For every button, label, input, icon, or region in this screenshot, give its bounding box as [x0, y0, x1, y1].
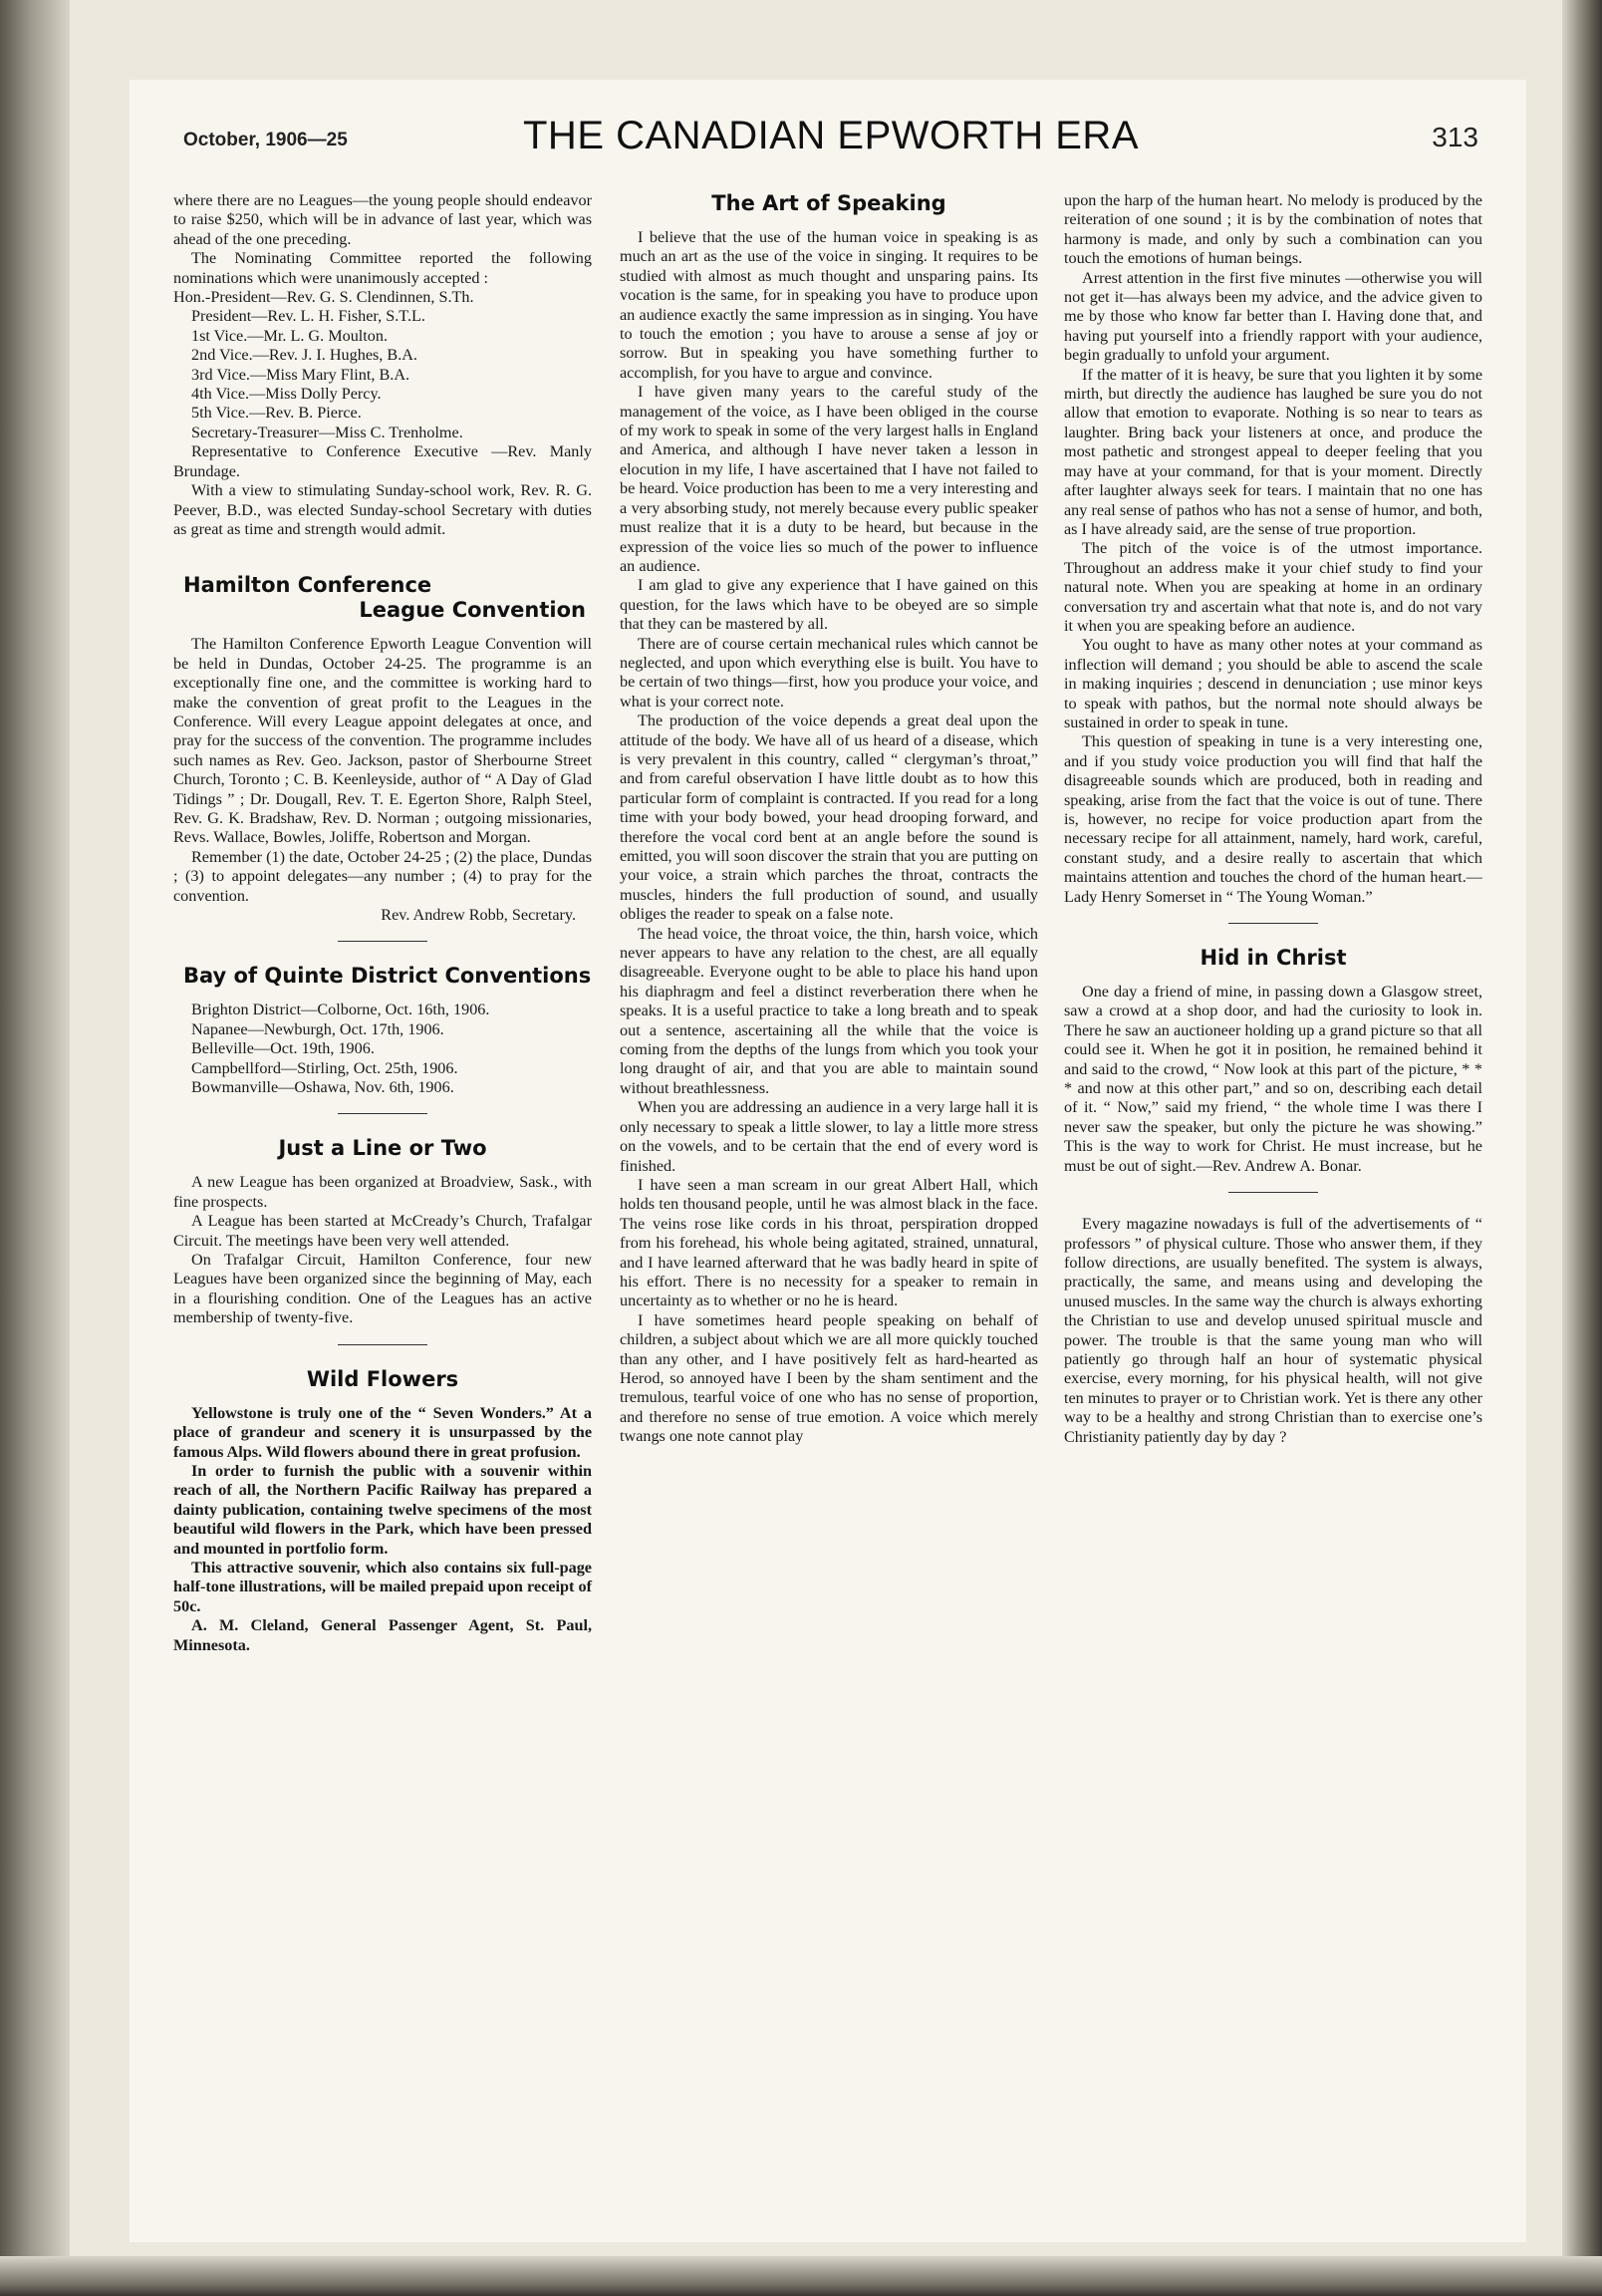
- section-heading: The Art of Speaking: [711, 191, 946, 215]
- spacer: [1064, 1193, 1482, 1215]
- publication-title: THE CANADIAN EPWORTH ERA: [523, 114, 1139, 157]
- divider: [1228, 923, 1318, 924]
- section-heading: Wild Flowers: [306, 1366, 459, 1391]
- officer-item: 1st Vice.—Mr. L. G. Moulton.: [191, 326, 389, 345]
- officer-item: 3rd Vice.—Miss Mary Flint, B.A.: [191, 365, 410, 384]
- paragraph: A. M. Cleland, General Passenger Agent, St. Paul, Minnesota.: [173, 1616, 592, 1654]
- paragraph: Yellowstone is truly one of the “ Seven Wonders.” At a place of grandeur and scenery it is unsurpassed by the famous Alps. Wild flowers abound there in great profusion.: [173, 1403, 592, 1461]
- paragraph: With a view to stimulating Sunday-school work, Rev. R. G. Peever, B.D., was elected Sunday-school Secretary with duties as great as time and strength would admit.: [173, 481, 592, 538]
- officer-item: 5th Vice.—Rev. B. Pierce.: [191, 404, 362, 423]
- paragraph: The head voice, the throat voice, the thin, harsh voice, which never appears to have any relation to the chest, are all equally disagreeable. Everyone ought to be able to place his hand upon his diaphragm and feel a distinct reverberation there when he speaks. It is a useful practice to take a long breath and to speak out a sentence, ascertaining all the while that the voice is coming from the depths of the lungs from which you took your long draught of air, and that you are able to maintain sound without breathlessness.: [620, 924, 1038, 1097]
- paragraph: Arrest attention in the first five minutes —otherwise you will not get it—has always been my advice, and the advice given to me by those who know far better than I. Having done that, and having put yourself into a friendly rapport with your audience, begin gradually to unfold your argument.: [1064, 268, 1482, 365]
- binding-shadow-right: [1562, 0, 1602, 2296]
- section-heading: [173, 573, 592, 623]
- issue-date: October, 1906—25: [183, 130, 348, 150]
- paragraph: A League has been started at McCready’s Church, Trafalgar Circuit. The meetings have been very well attended.: [173, 1212, 592, 1250]
- divider: [338, 1113, 427, 1114]
- paragraph: This question of speaking in tune is a very interesting one, and if you study voice production you will find that half the disagreeable sounds which are produced, both in reading and speaking, arise from the fact that the voice is out of tune. There is, however, no recipe for voice production apart from the necessary recipe for all attainment, namely, hard work, careful, constant study, and a desire really to ascertain that which maintains attention and touches the chord of the human heart.—Lady Henry Somerset in “ The Young Woman.”: [1064, 732, 1482, 906]
- list-item: Bowmanville—Oshawa, Nov. 6th, 1906.: [191, 1078, 454, 1097]
- section-heading: Just a Line or Two: [278, 1136, 487, 1161]
- paragraph: I am glad to give any experience that I have gained on this question, for the laws which have to be obeyed are so simple that they can be mastered by all.: [620, 576, 1038, 634]
- paragraph: The Nominating Committee reported the following nominations which were unanimously accepted :: [173, 249, 592, 287]
- paragraph: I have sometimes heard people speaking on behalf of children, a subject about which we are all more quickly touched than any other, and I have positively felt as hard-hearted as Herod, so annoyed have I been by the sham sentiment and the tremulous, tearful voice of one who has no sense of proportion, and therefore no sense of true emotion. A voice which merely twangs one note cannot play: [620, 1310, 1038, 1446]
- page-number: 313: [1432, 122, 1478, 152]
- page-bottom-edge: [0, 2256, 1602, 2296]
- paragraph: The production of the voice depends a great deal upon the attitude of the body. We have all of us heard of a disease, which is very prevalent in this country, called “ clergyman’s throat,” and from careful observation I have little doubt as to how this particular form of complaint is contracted. If you read for a long time with your body bowed, your head drooping forward, and therefore the vocal cord bent at an angle before the sound is emitted, you will soon discover the strain that you are putting on your voice, a strain which parches the throat, contracts the muscles, hinders the full production of sound, and usually obliges the reader to speak on a false note.: [620, 712, 1038, 924]
- signature: Rev. Andrew Robb, Secretary.: [381, 906, 576, 924]
- paragraph: I have given many years to the careful study of the management of the voice, as I have been obliged in the course of my work to speak in some of the very largest halls in England and America, and although I have never taken a lesson in elocution in my life, I have ascertained that I have not failed to be heard. Voice production has been to me a very interesting and a very absorbing study, not merely because every public speaker must realize that it is a duty to be heard, but because in the expression of the voice lies so much of the power to influence an audience.: [620, 383, 1038, 575]
- paragraph: One day a friend of mine, in passing down a Glasgow street, saw a crowd at a shop door, and had the curiosity to look in. There he saw an auctioneer holding up a grand picture so that all could see it. When he got it in position, he remained behind it and said to the crowd, “ Now look at this part of the picture, * * * and now at this other part,” and so on, describing each detail of it. “ Now,” said my friend, “ the whole time I was there I never saw the speaker, but only the picture he was showing.” This is the way to work for Christ. He must increase, but he must be out of sight.—Rev. Andrew A. Bonar.: [1064, 983, 1482, 1175]
- column-left: [173, 191, 592, 1655]
- officer-item: Secretary-Treasurer—Miss C. Trenholme.: [191, 423, 463, 441]
- paragraph: Every magazine nowadays is full of the advertisements of “ professors ” of physical culture. Those who answer them, if they follow directions, are usually benefited. The system is always, practically, the same, and means using and developing the unused muscles. In the same way the church is always exhorting the Christian to use and develop unused spiritual muscle and power. The trouble is that the same young man who will patiently go through half an hour of systematic physical exercise, every morning, for his physical health, will not give ten minutes to prayer or to Christian work. Yet is there any other way to be a healthy and strong Christian than to exercise one’s Christianity patiently day by day ?: [1064, 1215, 1482, 1446]
- section-heading: Bay of Quinte District Conventions: [183, 964, 592, 989]
- paragraph: The pitch of the voice is of the utmost importance. Throughout an address make it your chief study to find your natural note. When you are speaking at home in an ordinary conversation try and ascertain what that note is, and do not vary it when you are speaking before an audience.: [1064, 539, 1482, 635]
- paragraph: Remember (1) the date, October 24-25 ; (2) the place, Dundas ; (3) to appoint delegates—any number ; (4) to pray for the convention.: [173, 847, 592, 905]
- officer-item: 2nd Vice.—Rev. J. I. Hughes, B.A.: [191, 346, 417, 365]
- paragraph: The Hamilton Conference Epworth League Convention will be held in Dundas, October 24-25. The programme is an exceptionally fine one, and the committee is working hard to make the convention of great profit to the Leagues in the Conference. Will every League appoint delegates at once, and pray for the success of the convention. The programme includes such names as Rev. Geo. Jackson, pastor of Sherbourne Street Church, Toronto ; C. B. Keenleyside, author of “ A Day of Glad Tidings ” ; Dr. Dougall, Rev. T. E. Egerton Shore, Ralph Steel, Rev. G. K. Bradshaw, Rev. D. Norman ; outgoing missionaries, Revs. Wallace, Bowles, Joliffe, Robertson and Morgan.: [173, 635, 592, 847]
- officer-item: Representative to Conference Executive —Rev. Manly Brundage.: [173, 442, 592, 480]
- heading-line: Hamilton Conference: [183, 573, 432, 598]
- column-middle: [620, 191, 1038, 1447]
- officer-item: President—Rev. L. H. Fisher, S.T.L.: [191, 307, 425, 326]
- paragraph: This attractive souvenir, which also contains six full-page half-tone illustrations, will be mailed prepaid upon receipt of 50c.: [173, 1558, 592, 1615]
- masthead: [183, 108, 1478, 167]
- newspaper-page: [130, 80, 1526, 2242]
- paragraph: You ought to have as many other notes at your command as inflection will demand ; you should be able to ascend the scale in making inquiries ; descend in denunciation ; use minor keys to speak with pathos, but the normal note should always be sustained in order to speak in tune.: [1064, 636, 1482, 731]
- divider: [338, 1344, 427, 1345]
- list-item: Campbellford—Stirling, Oct. 25th, 1906.: [191, 1058, 458, 1077]
- paragraph: A new League has been organized at Broadview, Sask., with fine prospects.: [173, 1173, 592, 1211]
- paragraph: I have seen a man scream in our great Albert Hall, which holds ten thousand people, until he was almost black in the face. The veins rose like cords in his throat, perspiration dropped from his forehead, his whole being agitated, strained, unnatural, and I have learned afterward that he was badly heard in spite of his effort. There is no necessity for a speaker to remain in uncertainty as to whether or no he is heard.: [620, 1175, 1038, 1310]
- divider: [338, 941, 427, 942]
- column-right: [1064, 191, 1482, 1447]
- heading-line: League Convention: [359, 598, 586, 623]
- binding-shadow-left: [0, 0, 70, 2296]
- paragraph: upon the harp of the human heart. No melody is produced by the reiteration of one sound ; it is by the combination of notes that harmony is made, and only by such a combination can you touch the emotions of human beings.: [1064, 191, 1482, 268]
- paragraph: I believe that the use of the human voice in speaking is as much an art as the use of the voice in singing. It requires to be studied with almost as much thought and unsparing pains. Its vocation is the same, for in speaking you have to produce upon an audience exactly the same impression as in singing. You have to touch the emotion ; you have to arouse a sense af joy or sorrow. But in speaking you have something further to accomplish, for you have to argue and convince.: [620, 228, 1038, 382]
- paragraph: When you are addressing an audience in a very large hall it is only necessary to speak a little slower, to lay a little more stress on the vowels, and to be certain that the end of every word is finished.: [620, 1098, 1038, 1175]
- officer-item: Hon.-President—Rev. G. S. Clendinnen, S.Th.: [173, 288, 474, 307]
- list-item: Napanee—Newburgh, Oct. 17th, 1906.: [191, 1019, 444, 1038]
- officer-item: 4th Vice.—Miss Dolly Percy.: [191, 385, 382, 404]
- paragraph: In order to furnish the public with a souvenir within reach of all, the Northern Pacific Railway has prepared a dainty publication, containing twelve specimens of the most beautiful wild flowers in the Park, which have been pressed and mounted in portfolio form.: [173, 1461, 592, 1558]
- paragraph: where there are no Leagues—the young people should endeavor to raise $250, which will be in advance of last year, which was ahead of the one preceding.: [173, 191, 592, 248]
- paragraph: There are of course certain mechanical rules which cannot be neglected, and upon which everything else is built. You have to be certain of two things—first, how you produce your voice, and what is your correct note.: [620, 634, 1038, 711]
- paragraph: If the matter of it is heavy, be sure that you lighten it by some mirth, but directly the audience has laughed be sure you do not allow that emotion to evaporate. Nothing is so near to tears as laughter. Bring back your listeners at once, and produce the most pathetic and strongest appeal to deeper feeling that you may have at your command, for that is your moment. Directly after laughter always seek for tears. I maintain that no one has any real sense of pathos who has not a sense of humor, and both, as I have already said, are the sense of true proportion.: [1064, 365, 1482, 538]
- list-item: Brighton District—Colborne, Oct. 16th, 1906.: [191, 1001, 490, 1019]
- section-heading: Hid in Christ: [1200, 946, 1347, 971]
- paragraph: On Trafalgar Circuit, Hamilton Conference, four new Leagues have been organized since the beginning of May, each in a flourishing condition. One of the Leagues has an active membership of twenty-five.: [173, 1251, 592, 1327]
- list-item: Belleville—Oct. 19th, 1906.: [191, 1039, 375, 1058]
